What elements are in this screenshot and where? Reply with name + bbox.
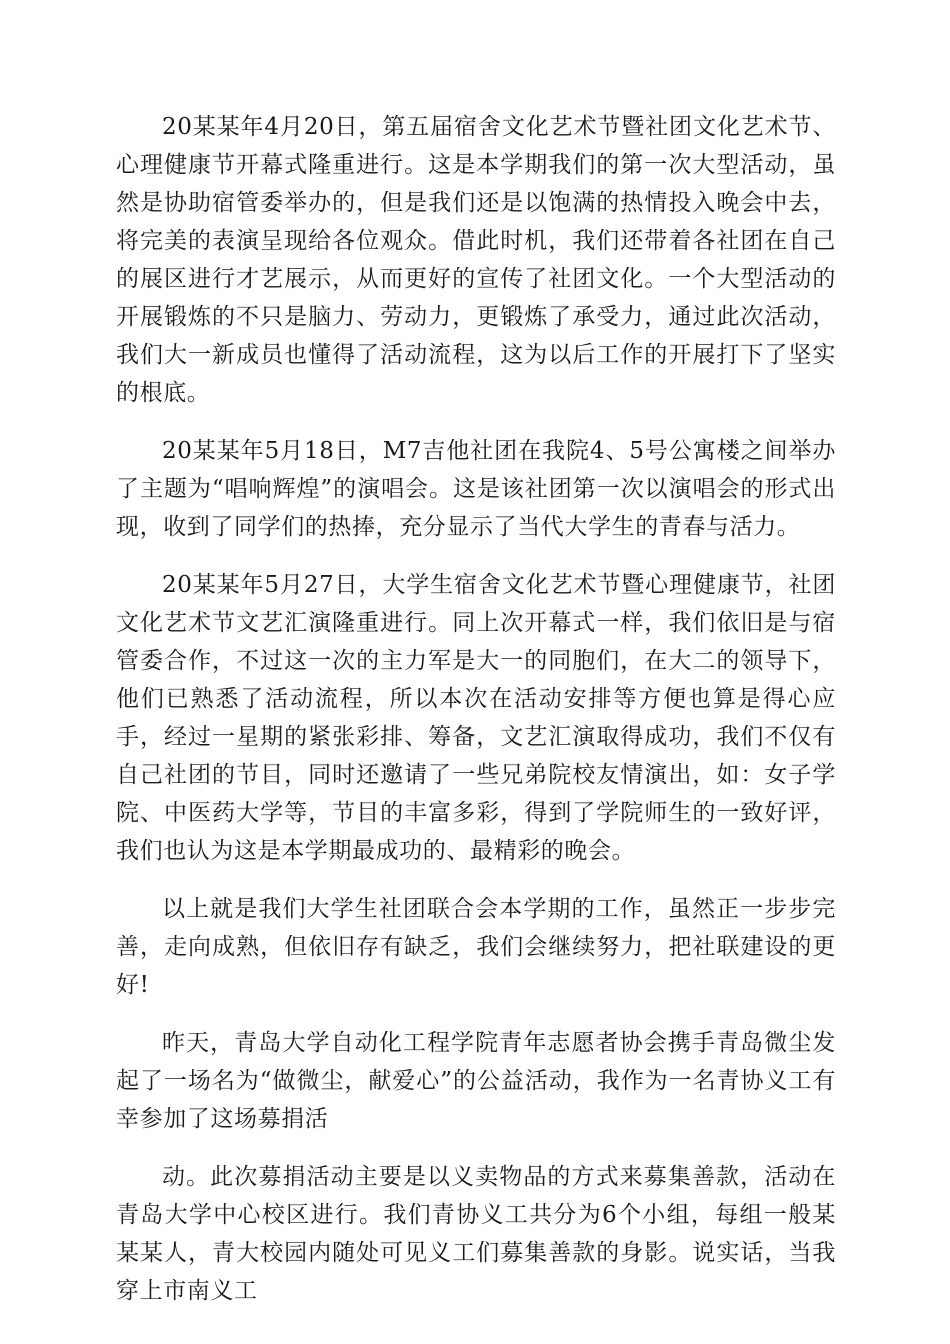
paragraph-opening-ceremony: 20某某年4月20日，第五届宿舍文化艺术节暨社团文化艺术节、心理健康节开幕式隆重进行。这是本学期我们的第一次大型活动，虽然是协助宿管委举办的，但是我们还是以饱满的热情投入晚会中去，将完美的表演呈现给各位观众。借此时机，我们还带着各社团在自己的展区进行才艺展示，从而更好的宣传了社团文化。一个大型活动的开展锻炼的不只是脑力、劳动力，更锻炼了承受力，通过此次活动，我们大一新成员也懂得了活动流程，这为以后工作的开展打下了坚实的根底。: [116, 114, 836, 406]
paragraph-guitar-concert: 20某某年5月18日，M7吉他社团在我院4、5号公寓楼之间举办了主题为“唱响辉煌”的演唱会。这是该社团第一次以演唱会的形式出现，收到了同学们的热捧，充分显示了当代大学生的青春与活力。: [116, 438, 836, 540]
document-body: [116, 108, 836, 1330]
paragraph-art-performance: 20某某年5月27日，大学生宿舍文化艺术节暨心理健康节，社团文化艺术节文艺汇演隆重进行。同上次开幕式一样，我们依旧是与宿管委合作，不过这一次的主力军是大一的同胞们，在大二的领导下，他们已熟悉了活动流程，所以本次在活动安排等方便也算是得心应手，经过一星期的紧张彩排、筹备，文艺汇演取得成功，我们不仅有自己社团的节目，同时还邀请了一些兄弟院校友情演出，如：女子学院、中医药大学等，节目的丰富多彩，得到了学院师生的一致好评，我们也认为这是本学期最成功的、最精彩的晚会。: [116, 572, 836, 864]
paragraph-volunteer-intro: 昨天，青岛大学自动化工程学院青年志愿者协会携手青岛微尘发起了一场名为“做微尘，献爱心”的公益活动，我作为一名青协义工有幸参加了这场募捐活: [116, 1030, 836, 1132]
paragraph-fundraising: 动。此次募捐活动主要是以义卖物品的方式来募集善款，活动在青岛大学中心校区进行。我们青协义工共分为6个小组，每组一般某某某人，青大校园内随处可见义工们募集善款的身影。说实话，当我穿上市南义工: [116, 1164, 836, 1304]
paragraph-summary: 以上就是我们大学生社团联合会本学期的工作，虽然正一步步完善，走向成熟，但依旧存有缺乏，我们会继续努力，把社联建设的更好!: [116, 896, 836, 998]
